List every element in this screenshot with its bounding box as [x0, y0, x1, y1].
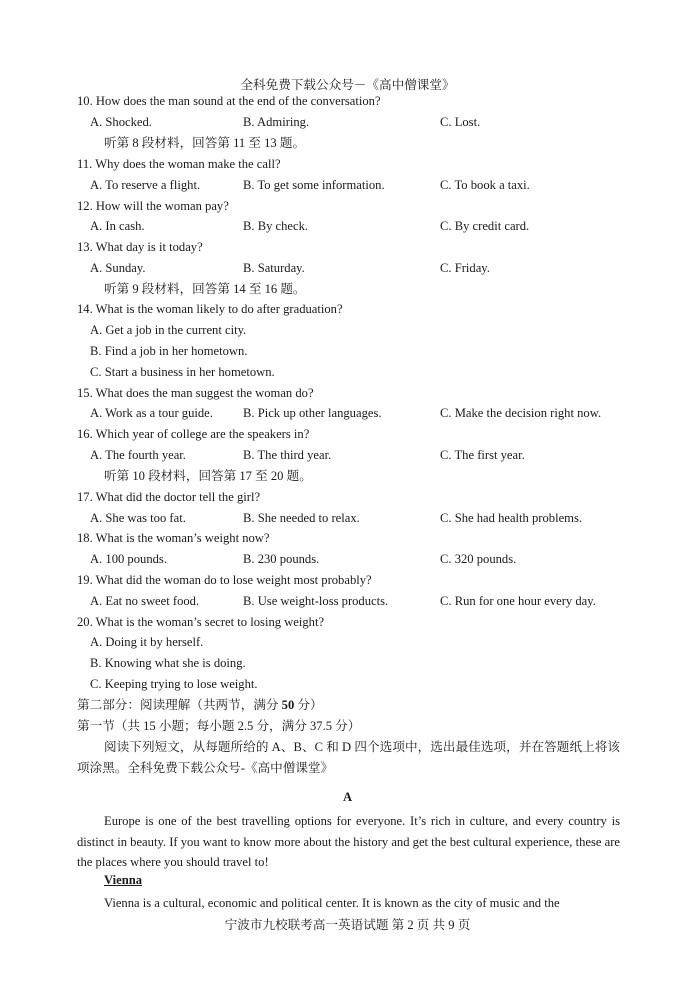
option-a: A. To reserve a flight.	[90, 178, 201, 192]
listening-instruction-8: 听第 8 段材料，回答第 11 至 13 题。	[104, 136, 306, 150]
question-18-stem: 18. What is the woman’s weight now?	[77, 531, 270, 545]
option-c: C. The first year.	[440, 448, 525, 462]
question-19-stem: 19. What did the woman do to lose weight most probably?	[77, 573, 372, 587]
question-15-stem: 15. What does the man suggest the woman do?	[77, 386, 314, 400]
option-a: A. Shocked.	[90, 115, 152, 129]
option-b: B. She needed to relax.	[243, 511, 360, 525]
part-two-heading: 第二部分：阅读理解（共两节，满分 50 分）	[77, 698, 323, 712]
question-20-stem: 20. What is the woman’s secret to losing weight?	[77, 615, 325, 629]
option-b: B. Admiring.	[243, 115, 310, 129]
passage-intro: Europe is one of the best travelling options for everyone. It’s rich in culture, and every country is distinct in beauty. If you want to know more about the history and get the best cultural experience, these are the places where you should travel to!	[77, 814, 620, 869]
page-header: 全科免费下载公众号－《高中僧课堂》	[240, 78, 455, 92]
listening-instruction-9: 听第 9 段材料，回答第 14 至 16 题。	[104, 282, 306, 296]
option-a: A. Eat no sweet food.	[90, 594, 200, 608]
option-a: A. Doing it by herself.	[90, 635, 204, 649]
option-c: C. Friday.	[440, 261, 490, 275]
option-b: B. Saturday.	[243, 261, 305, 275]
option-c: C. To book a taxi.	[440, 178, 530, 192]
option-b: B. Use weight-loss products.	[243, 594, 389, 608]
listening-instruction-10: 听第 10 段材料，回答第 17 至 20 题。	[104, 469, 312, 483]
option-b: B. By check.	[243, 219, 309, 233]
option-c: C. Run for one hour every day.	[440, 594, 596, 608]
option-c: C. Start a business in her hometown.	[90, 365, 275, 379]
option-a: A. Sunday.	[90, 261, 146, 275]
option-c: C. Make the decision right now.	[440, 406, 602, 420]
section-one-heading: 第一节（共 15 小题；每小题 2.5 分，满分 37.5 分）	[77, 719, 361, 733]
option-a: A. Work as a tour guide.	[90, 406, 213, 420]
option-a: A. Get a job in the current city.	[90, 323, 247, 337]
option-a: A. The fourth year.	[90, 448, 186, 462]
question-10-stem: 10. How does the man sound at the end of the conversation?	[77, 94, 381, 108]
question-13-stem: 13. What day is it today?	[77, 240, 203, 254]
option-c: C. 320 pounds.	[440, 552, 517, 566]
reading-instructions: 阅读下列短文，从每题所给的 A、B、C 和 D 四个选项中，选出最佳选项，并在答题纸上将该项涂黑。全科免费下载公众号-《高中僧课堂》	[77, 740, 620, 775]
option-b: B. Find a job in her hometown.	[90, 344, 248, 358]
option-b: B. The third year.	[243, 448, 332, 462]
option-c: C. She had health problems.	[440, 511, 583, 525]
option-b: B. 230 pounds.	[243, 552, 320, 566]
option-c: C. By credit card.	[440, 219, 530, 233]
vienna-paragraph: Vienna is a cultural, economic and political center. It is known as the city of music and the	[104, 896, 560, 910]
vienna-heading: Vienna	[104, 873, 143, 887]
option-a: A. In cash.	[90, 219, 145, 233]
option-c: C. Lost.	[440, 115, 481, 129]
option-b: B. Knowing what she is doing.	[90, 656, 246, 670]
question-14-stem: 14. What is the woman likely to do after graduation?	[77, 302, 343, 316]
question-17-stem: 17. What did the doctor tell the girl?	[77, 490, 261, 504]
question-12-stem: 12. How will the woman pay?	[77, 199, 229, 213]
passage-label: A	[342, 790, 353, 804]
option-b: B. Pick up other languages.	[243, 406, 382, 420]
option-b: B. To get some information.	[243, 178, 385, 192]
option-a: A. 100 pounds.	[90, 552, 167, 566]
option-c: C. Keeping trying to lose weight.	[90, 677, 258, 691]
option-a: A. She was too fat.	[90, 511, 186, 525]
question-16-stem: 16. Which year of college are the speakers in?	[77, 427, 310, 441]
question-11-stem: 11. Why does the woman make the call?	[77, 157, 281, 171]
page-footer: 宁波市九校联考高一英语试题 第 2 页 共 9 页	[224, 918, 471, 932]
